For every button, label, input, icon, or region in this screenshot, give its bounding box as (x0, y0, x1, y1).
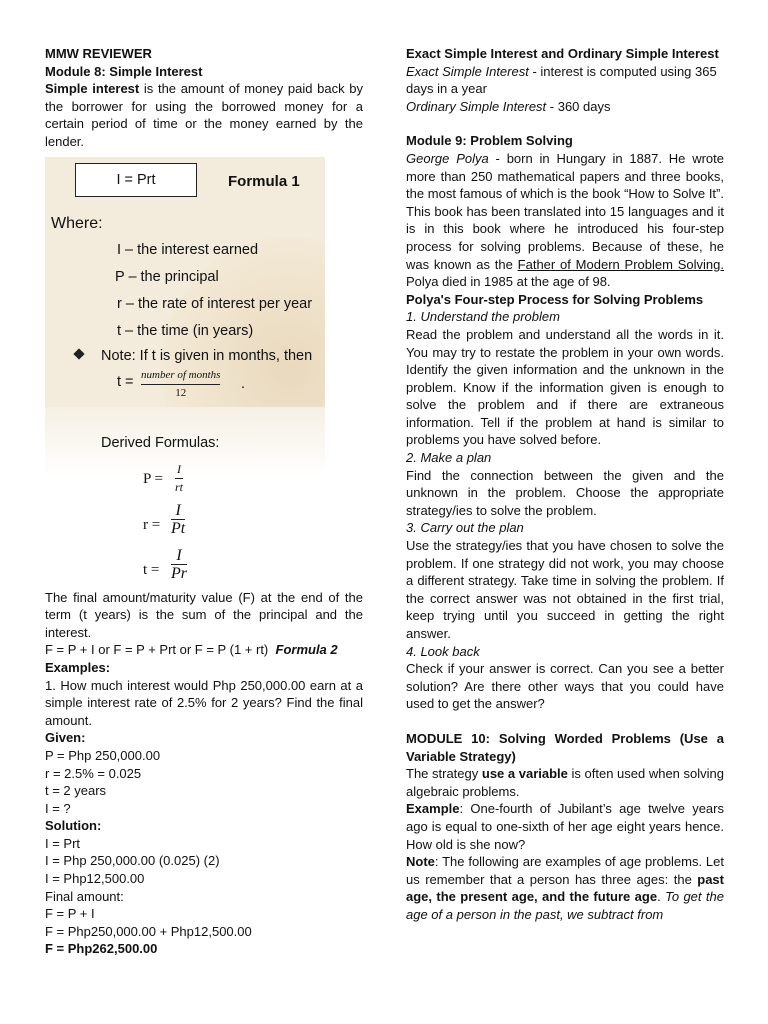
solution-line: I = Php 250,000.00 (0.025) (2) (45, 853, 220, 869)
given-line: I = ? (45, 800, 71, 816)
t-equals: t = (117, 373, 134, 390)
formula1-label: Formula 1 (228, 172, 300, 190)
months-note: Note: If t is given in months, then (101, 347, 313, 364)
left-column (45, 45, 363, 958)
variable-strategy-text: The strategy use a variable is often used when solving algebraic problems. (406, 766, 724, 799)
given-line: r = 2.5% = 0.025 (45, 765, 142, 781)
ordinary-interest-def: Ordinary Simple Interest - 360 days (406, 98, 611, 114)
def-principal: P – the principal (115, 268, 219, 285)
solution-line: F = Php250,000.00 + Php12,500.00 (45, 923, 252, 939)
t-fraction: I Pr (171, 546, 187, 583)
where-label: Where: (51, 214, 103, 232)
step1-text: Read the problem and understand all the words in it. You may try to restate the problem in your own words. Identify the given information and the unknown in the problem. Know if the information given is enough to solve the problem and if there are extraneous information. Tell if the problem at hand is similar to problems you have solved before. (406, 326, 724, 448)
r-fraction: I Pt (171, 501, 186, 538)
formula2-line: F = P + I or F = P + Prt or F = P (1 + rt) Formula 2 (45, 642, 338, 658)
p-lhs: P = (143, 470, 163, 487)
solution-line: Final amount: (45, 888, 124, 904)
def-interest: I – the interest earned (117, 241, 259, 258)
example1-text: 1. How much interest would Php 250,000.00 earn at a simple interest rate of 2.5% for 2 years? Find the final amount. (45, 677, 363, 728)
right-column (406, 45, 724, 924)
reviewer-title: MMW REVIEWER (45, 46, 152, 61)
module10-title: MODULE 10: Solving Worded Problems (Use a Variable Strategy) (406, 730, 724, 764)
step4-title: 4. Look back (406, 643, 480, 659)
module8-title: Module 8: Simple Interest (45, 63, 203, 79)
final-amount-text: The final amount/maturity value (F) at the end of the term (t years) is the sum of the principal and the interest. (45, 589, 363, 640)
four-step-title: Polya's Four-step Process for Solving Problems (406, 291, 704, 307)
formula-box: I = Prt (75, 163, 197, 197)
exact-ordinary-title: Exact Simple Interest and Ordinary Simple Interest (406, 46, 719, 61)
age-note: Note: The following are examples of age problems. Let us remember that a person has three ages: the past age, the present age, and the future age. To get the age of a person in the past, we subtract from (406, 854, 724, 922)
given-line: P = Php 250,000.00 (45, 747, 161, 763)
solution-line: F = P + I (45, 906, 95, 922)
p-fraction: I rt (175, 461, 184, 495)
step3-title: 3. Carry out the plan (406, 520, 524, 536)
exact-interest-def: Exact Simple Interest - interest is computed using 365 days in a year (406, 63, 717, 97)
solution-line: I = Php12,500.00 (45, 871, 145, 887)
simple-interest-definition: Simple interest is the amount of money paid back by the borrower for using the borrowed money for a certain period of time or the money earned by the lender. (45, 81, 363, 149)
step4-text: Check if your answer is correct. Can you see a better solution? Are there other ways that you could have used to get the answer? (406, 661, 724, 712)
examples-label: Examples: (45, 659, 111, 675)
polya-bio: George Polya - born in Hungary in 1887. He wrote more than 250 mathematical papers and three books, the most famous of which is the book “How to Solve It”. This book has been translated into 15 languages and it is in this book where he introduced his four-step process for solving problems. Because of these, he was known as the Father of Modern Problem Solving. Polya died in 1985 at the age of 98. (406, 150, 724, 290)
def-time: t – the time (in years) (117, 322, 254, 339)
solution-label: Solution: (45, 818, 102, 834)
derived-formulas-label: Derived Formulas: (101, 434, 220, 451)
t-lhs: t = (143, 561, 160, 578)
def-rate: r – the rate of interest per year (117, 295, 313, 312)
given-line: t = 2 years (45, 783, 107, 799)
given-label: Given: (45, 730, 86, 746)
step2-text: Find the connection between the given and the unknown in the problem. Choose the appropriate strategy/ies to solve the problem. (406, 467, 724, 518)
father-of-problem-solving: Father of Modern Problem Solving. (517, 256, 724, 272)
r-lhs: r = (143, 516, 161, 533)
solution-line: I = Prt (45, 835, 81, 851)
formula-figure: I = Prt Formula 1 Where: I – the interest earned P – the principal r – the rate of interest per year t – the time (in years) Note: If t is given in months, then t = number of months 12 . Derived Formulas: P = I rt r = I Pt t = I Pr (45, 157, 325, 583)
step2-title: 2. Make a plan (406, 450, 492, 466)
months-fraction: number of months 12 (141, 368, 221, 400)
step1-title: 1. Understand the problem (406, 309, 560, 325)
module9-title: Module 9: Problem Solving (406, 133, 573, 149)
final-answer: F = Php262,500.00 (45, 941, 158, 957)
bullet-diamond-icon (73, 348, 84, 359)
step3-text: Use the strategy/ies that you have chosen to solve the problem. If one strategy did not work, you may choose a different strategy. Take time in solving the problem. If the correct answer was not obtained in the first trial, keep trying until you succeed in getting the right answer. (406, 538, 724, 641)
age-example: Example: One-fourth of Jubilant’s age twelve years ago is equal to one-sixth of her age eight years hence. How old is she now? (406, 801, 724, 852)
